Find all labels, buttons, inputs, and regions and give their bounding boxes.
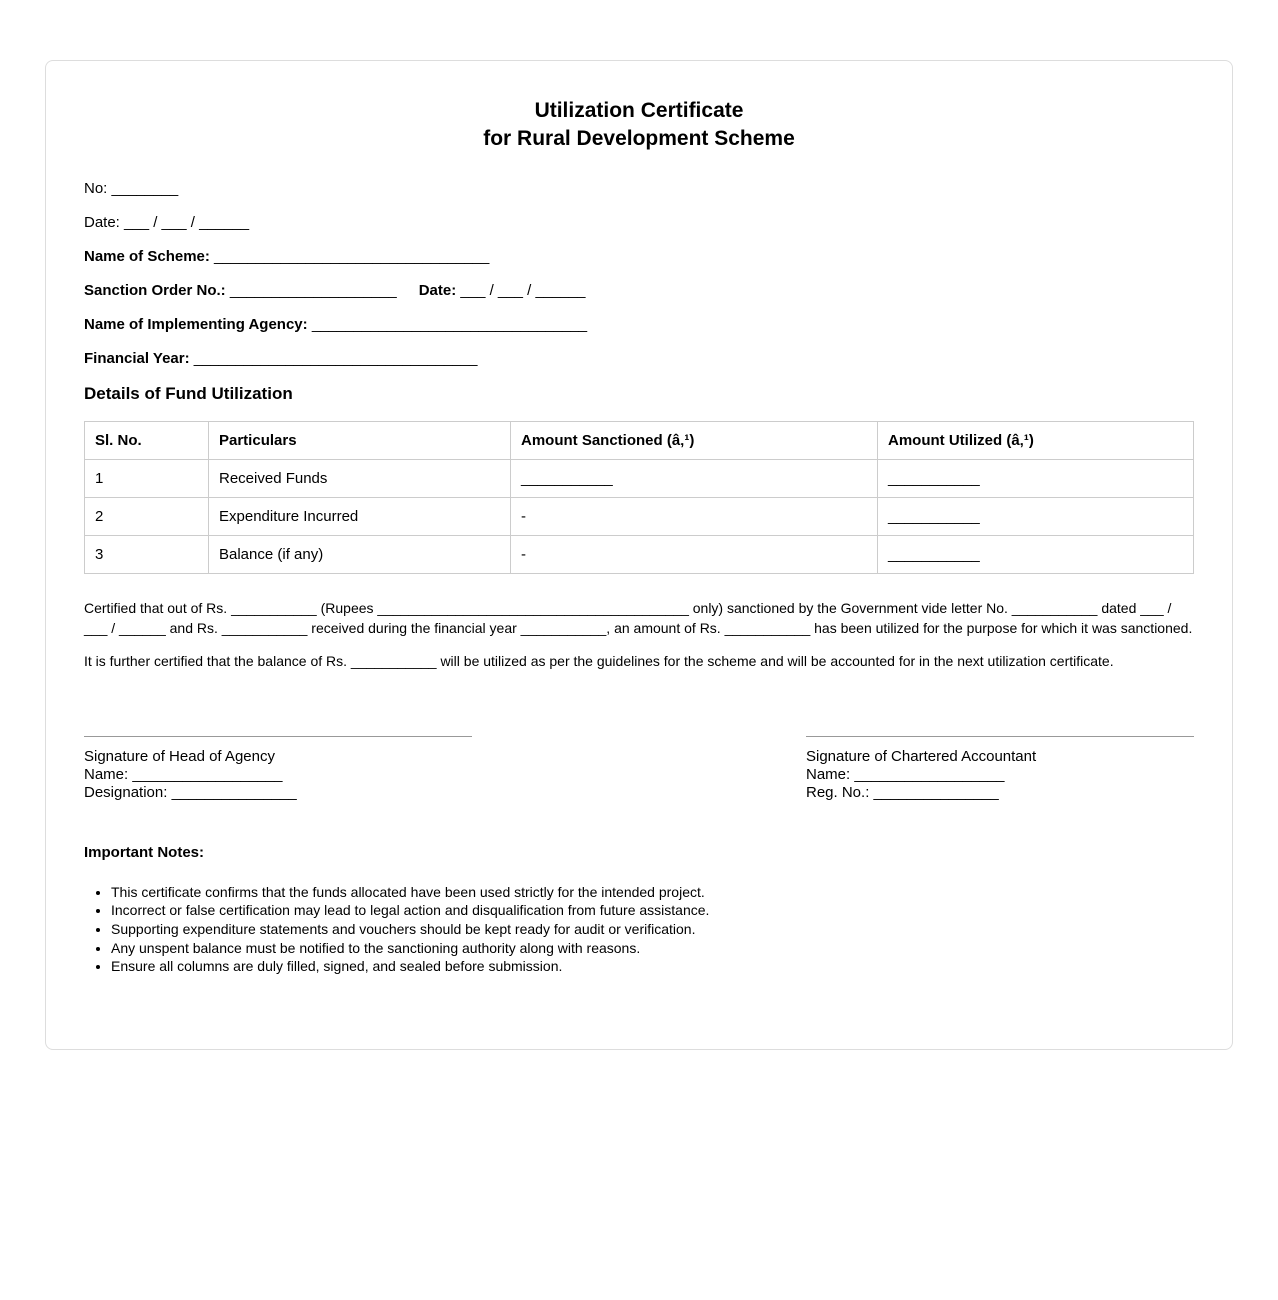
signature-name-line — [806, 766, 1194, 784]
table-row — [85, 460, 1194, 498]
designation-label: Designation: — [84, 783, 168, 801]
important-notes-heading: Important Notes: — [84, 843, 204, 861]
sanction-order-label: Sanction Order No.: — [84, 282, 226, 299]
signature-block-chartered-accountant — [806, 736, 1194, 802]
signature-section — [84, 736, 1194, 802]
no-blank-line: ________ — [111, 180, 179, 197]
signature-title: Signature of Head of Agency — [84, 747, 275, 765]
signature-block-head-of-agency — [84, 736, 472, 802]
table-header-row — [85, 422, 1194, 460]
table-row — [85, 498, 1194, 536]
name-blank-line: __________________ — [132, 765, 283, 783]
cell-amount-sanctioned: ___________ — [511, 460, 878, 498]
certification-paragraph-1: Certified that out of Rs. ___________ (Rupees ________________________________________ only) sanctioned by the Government vide letter No. ___________ dated ___ / ___ / ______ and Rs. ___________ received during the financial year ___________, an amount of Rs. ___________ has been utilized for the purpose for which it was sanctioned. — [84, 600, 1193, 636]
note-item: • Ensure all columns are duly filled, signed, and sealed before submission. — [111, 957, 1194, 976]
field-no — [84, 179, 1194, 198]
sanction-date-label: Date: — [418, 282, 457, 299]
name-label: Name: — [84, 765, 129, 783]
header-amount-sanctioned: Amount Sanctioned (â‚¹) — [511, 422, 878, 460]
note-item: • Supporting expenditure statements and vouchers should be kept ready for audit or verification. — [111, 920, 1194, 939]
signature-rule — [84, 736, 472, 737]
date-label: Date: — [84, 214, 120, 231]
signature-designation-line — [84, 784, 472, 802]
signature-reg-no-line — [806, 784, 1194, 802]
date-blank-value: ___ / ___ / ______ — [124, 214, 250, 231]
header-particulars: Particulars — [209, 422, 511, 460]
signature-name-line — [84, 766, 472, 784]
note-item: • Incorrect or false certification may lead to legal action and disqualification from future assistance. — [111, 901, 1194, 920]
implementing-agency-blank-line: _________________________________ — [311, 316, 588, 333]
cell-amount-sanctioned: - — [511, 536, 878, 574]
scheme-name-label: Name of Scheme: — [84, 248, 210, 265]
field-implementing-agency — [84, 315, 1194, 334]
document-title — [84, 97, 1194, 153]
note-item: • Any unspent balance must be notified to the sanctioning authority along with reasons. — [111, 939, 1194, 958]
reg-no-label: Reg. No.: — [806, 783, 870, 801]
sanction-date-blank-value: ___ / ___ / ______ — [460, 282, 586, 299]
certificate-card — [45, 60, 1233, 1050]
cell-amount-utilized: ___________ — [878, 536, 1194, 574]
financial-year-blank-line: __________________________________ — [193, 350, 478, 367]
cell-amount-utilized: ___________ — [878, 460, 1194, 498]
fund-utilization-table — [84, 421, 1194, 574]
cell-sl-no: 1 — [85, 460, 209, 498]
header-amount-utilized: Amount Utilized (â‚¹) — [878, 422, 1194, 460]
certification-paragraph-2: It is further certified that the balance of Rs. ___________ will be utilized as per the guidelines for the scheme and will be accounted for in the next utilization certificate. — [84, 653, 1114, 669]
cell-particulars: Balance (if any) — [209, 536, 511, 574]
financial-year-label: Financial Year: — [84, 350, 190, 367]
header-sl-no: Sl. No. — [85, 422, 209, 460]
note-item: • This certificate confirms that the funds allocated have been used strictly for the intended project. — [111, 883, 1194, 902]
scheme-name-blank-line: _________________________________ — [214, 248, 490, 265]
implementing-agency-label: Name of Implementing Agency: — [84, 316, 308, 333]
cell-amount-utilized: ___________ — [878, 498, 1194, 536]
cell-particulars: Received Funds — [209, 460, 511, 498]
title-line-1: Utilization Certificate — [534, 99, 744, 122]
name-blank-line: __________________ — [854, 765, 1005, 783]
fund-utilization-heading: Details of Fund Utilization — [84, 384, 293, 403]
cell-particulars: Expenditure Incurred — [209, 498, 511, 536]
cell-amount-sanctioned: - — [511, 498, 878, 536]
cell-sl-no: 3 — [85, 536, 209, 574]
table-row — [85, 536, 1194, 574]
field-date — [84, 213, 1194, 232]
signature-title: Signature of Chartered Accountant — [806, 747, 1037, 765]
sanction-order-blank-line: ____________________ — [229, 282, 397, 299]
signature-rule — [806, 736, 1194, 737]
title-line-2: for Rural Development Scheme — [483, 127, 795, 150]
cell-sl-no: 2 — [85, 498, 209, 536]
name-label: Name: — [806, 765, 851, 783]
field-scheme-name — [84, 247, 1194, 266]
no-label: No: — [84, 180, 108, 197]
field-sanction-order — [84, 281, 1194, 300]
reg-no-blank-line: _______________ — [873, 783, 999, 801]
field-financial-year — [84, 349, 1194, 368]
designation-blank-line: _______________ — [171, 783, 297, 801]
important-notes-list — [84, 883, 1194, 977]
